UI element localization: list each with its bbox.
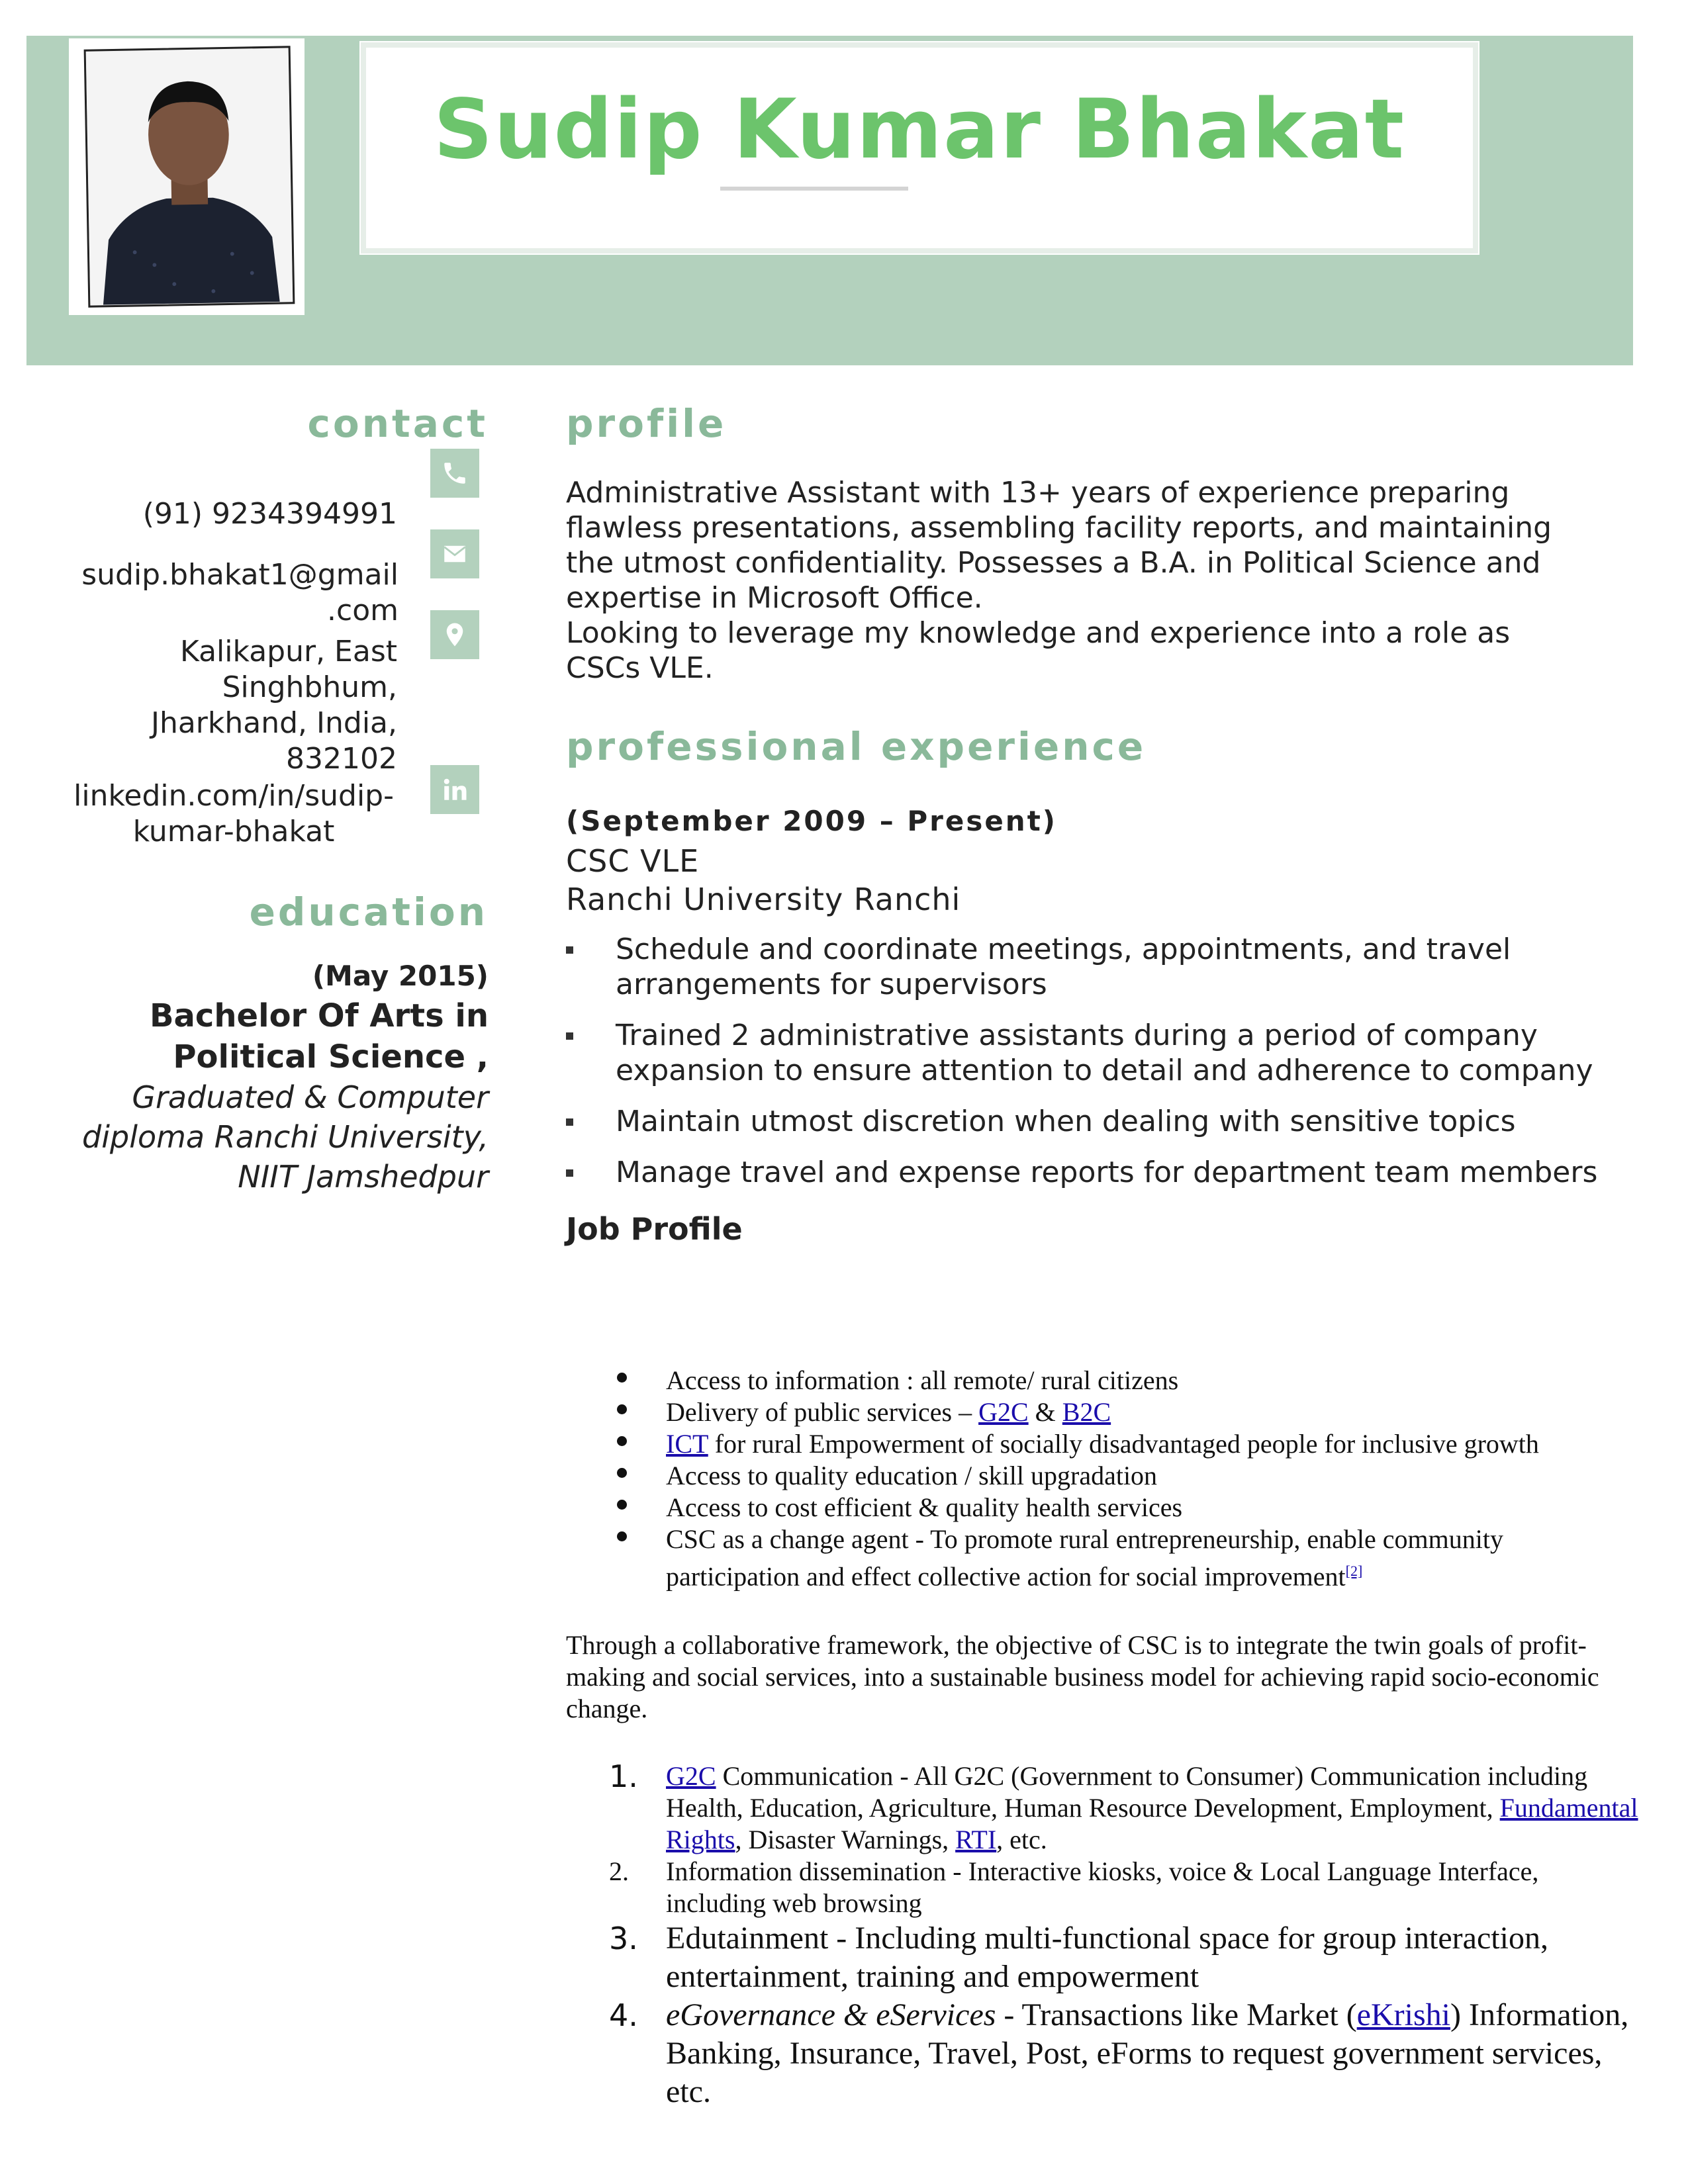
- linkedin-line: linkedin.com/in/sudip-: [73, 779, 394, 813]
- list-text: eGovernance & eServices: [666, 1997, 996, 2032]
- profile-line: expertise in Microsoft Office.: [566, 581, 983, 615]
- list-text: , etc.: [996, 1825, 1047, 1854]
- square-bullet-icon: [566, 1032, 573, 1040]
- list-text: CSC as a change agent - To promote rural entrepreneurship, enable community: [666, 1524, 1503, 1554]
- list-text: &: [1028, 1397, 1062, 1427]
- address-line: 832102: [286, 742, 397, 776]
- rti-link[interactable]: RTI: [955, 1825, 997, 1854]
- list-text: , Disaster Warnings,: [735, 1825, 956, 1854]
- education-heading: education: [249, 889, 488, 934]
- list-item: [609, 1460, 1642, 1492]
- list-item: [609, 1396, 1642, 1428]
- g2c-link[interactable]: G2C: [666, 1761, 716, 1791]
- education-date: (May 2015): [312, 960, 489, 992]
- profile-line: Looking to leverage my knowledge and experience into a role as: [566, 616, 1511, 650]
- list-text: - Transactions like Market (: [996, 1997, 1357, 2032]
- profile-summary: [566, 475, 1625, 686]
- list-item: [609, 1524, 1642, 1592]
- profile-heading: profile: [566, 401, 727, 446]
- job-profile-heading: Job Profile: [566, 1211, 743, 1247]
- bullet-line: arrangements for supervisors: [616, 968, 1047, 1001]
- list-item: [609, 1919, 1642, 1996]
- list-number: 1.: [609, 1758, 638, 1794]
- location-icon: [430, 610, 479, 659]
- services-list: [609, 1760, 1642, 2111]
- list-item: [566, 932, 1625, 1002]
- ekrishi-link[interactable]: eKrishi: [1356, 1997, 1450, 2032]
- list-number: 4.: [609, 1997, 638, 2033]
- address-line: Singhbhum,: [222, 670, 397, 704]
- list-item: [609, 1856, 1642, 1919]
- name-box: [361, 42, 1478, 253]
- fundamental-rights-link[interactable]: Fundamental Rights: [666, 1793, 1638, 1854]
- list-text: Communication - All G2C (Government to Consumer) Communication including Health, Education, Agriculture, Human Resource Development, Employment,: [666, 1761, 1588, 1823]
- address-line: Kalikapur, East: [180, 635, 397, 668]
- list-text: Access to cost efficient & quality health services: [666, 1492, 1183, 1522]
- profile-photo: [84, 46, 295, 307]
- bullet-dot-icon: [617, 1436, 627, 1446]
- bullet-line: Maintain utmost discretion when dealing with sensitive topics: [616, 1105, 1516, 1138]
- education-school: Graduated & Computer: [132, 1079, 489, 1115]
- square-bullet-icon: [566, 1118, 573, 1126]
- list-text: Access to information : all remote/ rural citizens: [666, 1365, 1179, 1395]
- list-item: [609, 1365, 1642, 1396]
- job-profile-list: [609, 1365, 1642, 1592]
- company-name: Ranchi University Ranchi: [566, 882, 961, 917]
- bullet-line: expansion to ensure attention to detail and adherence to company: [616, 1054, 1593, 1087]
- experience-role: [566, 842, 961, 919]
- contact-heading: contact: [307, 401, 488, 446]
- list-text: Delivery of public services –: [666, 1397, 979, 1427]
- email-icon: [430, 529, 479, 578]
- b2c-link[interactable]: B2C: [1062, 1397, 1111, 1427]
- profile-line: CSCs VLE.: [566, 651, 714, 685]
- experience-bullets: [566, 932, 1625, 1206]
- list-item: [609, 1760, 1642, 1856]
- contact-phone: (91) 9234394991: [142, 497, 397, 531]
- job-title: CSC VLE: [566, 843, 700, 879]
- education-school: NIIT Jamshedpur: [238, 1159, 489, 1195]
- bullet-line: Manage travel and expense reports for department team members: [616, 1156, 1598, 1189]
- list-text: for rural Empowerment of socially disadvantaged people for inclusive growth: [708, 1429, 1539, 1459]
- experience-date: (September 2009 – Present): [566, 805, 1057, 837]
- square-bullet-icon: [566, 1169, 573, 1177]
- bullet-line: Schedule and coordinate meetings, appointments, and travel: [616, 933, 1511, 966]
- name-underline: [720, 187, 908, 191]
- list-item: [566, 1018, 1625, 1088]
- contact-linkedin: [73, 778, 394, 850]
- bullet-dot-icon: [617, 1373, 627, 1383]
- education-degree: Bachelor Of Arts in: [149, 997, 489, 1034]
- education-degree: Political Science ,: [173, 1038, 489, 1075]
- profile-line: flawless presentations, assembling facility reports, and maintaining: [566, 511, 1552, 545]
- reference-link[interactable]: [2]: [1345, 1563, 1363, 1579]
- bullet-dot-icon: [617, 1404, 627, 1414]
- list-text: participation and effect collective action for social improvement: [666, 1561, 1346, 1592]
- profile-line: the utmost confidentiality. Possesses a B.A. in Political Science and: [566, 546, 1541, 580]
- linkedin-icon: [430, 765, 479, 814]
- phone-icon: [430, 449, 479, 498]
- bullet-dot-icon: [617, 1500, 627, 1510]
- linkedin-line: kumar-bhakat: [132, 815, 335, 848]
- bullet-line: Trained 2 administrative assistants during a period of company: [616, 1019, 1538, 1052]
- ict-link[interactable]: ICT: [666, 1429, 708, 1459]
- list-number: 3.: [609, 1921, 638, 1956]
- address-line: Jharkhand, India,: [150, 706, 397, 740]
- education-school: diploma Ranchi University,: [82, 1119, 489, 1155]
- g2c-link[interactable]: G2C: [978, 1397, 1029, 1427]
- contact-email: [81, 557, 399, 629]
- list-item: [609, 1492, 1642, 1524]
- bullet-dot-icon: [617, 1531, 627, 1541]
- email-line-2: .com: [327, 594, 399, 627]
- contact-address: [151, 634, 397, 777]
- education-entry: [82, 957, 489, 1197]
- list-item: [609, 1428, 1642, 1460]
- profile-line: Administrative Assistant with 13+ years of experience preparing: [566, 476, 1510, 510]
- list-number: 2.: [609, 1856, 629, 1886]
- list-item: [566, 1104, 1625, 1139]
- csc-paragraph: Through a collaborative framework, the objective of CSC is to integrate the twin goals of profit-making and social services, into a sustainable business model for achieving rapid socio-economic change.: [566, 1630, 1599, 1723]
- list-item: [609, 1996, 1642, 2111]
- list-text: Edutainment - Including multi-functional space for group interaction, entertainment, training and empowerment: [666, 1921, 1548, 1994]
- experience-heading: professional experience: [566, 724, 1147, 769]
- bullet-dot-icon: [617, 1468, 627, 1478]
- list-text: Information dissemination - Interactive kiosks, voice & Local Language Interface, including web browsing: [666, 1856, 1539, 1918]
- list-text: ) Information, Banking, Insurance, Travel, Post, eForms to request government services, etc.: [666, 1997, 1629, 2109]
- list-item: [566, 1155, 1625, 1190]
- list-text: Access to quality education / skill upgradation: [666, 1461, 1158, 1490]
- square-bullet-icon: [566, 946, 573, 954]
- email-line-1: sudip.bhakat1@gmail: [81, 558, 399, 592]
- full-name: Sudip Kumar Bhakat: [433, 82, 1406, 177]
